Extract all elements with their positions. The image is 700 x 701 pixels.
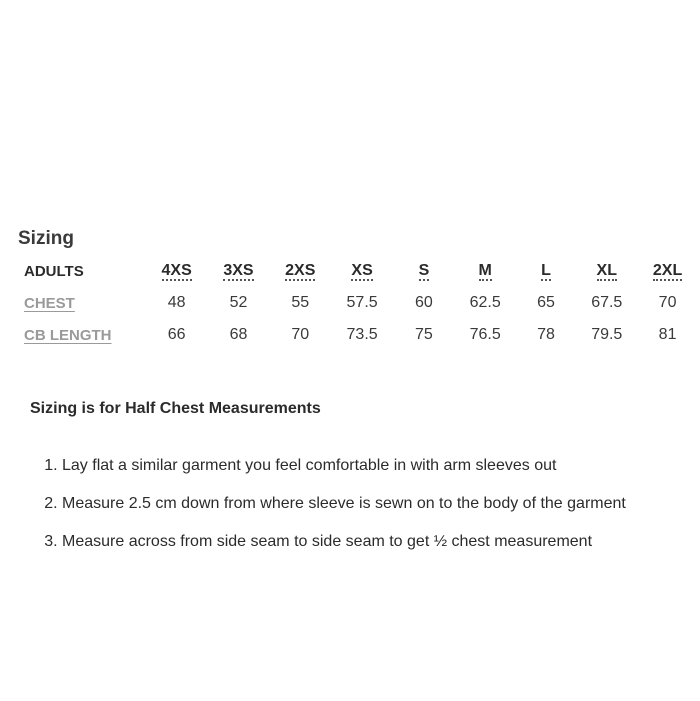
cb-length-row-label: CB LENGTH: [24, 326, 112, 344]
table-cell: 73.5: [346, 326, 378, 343]
size-header-2xs: [269, 255, 331, 287]
table-row-cb-length: [18, 319, 698, 351]
table-cell: 75: [415, 326, 433, 343]
table-cell: 55: [291, 294, 310, 311]
size-header-m: [455, 255, 516, 287]
size-label: 2XS: [285, 262, 316, 279]
table-cell: 62.5: [469, 294, 501, 311]
list-item: 1. Lay flat a similar garment you feel comfortable in with arm sleeves out: [62, 448, 626, 486]
chest-row-label: CHEST: [24, 294, 75, 312]
size-label: M: [478, 262, 492, 279]
size-label: L: [541, 262, 551, 279]
size-header-s: [393, 255, 455, 287]
size-header-2xl: [637, 255, 698, 287]
size-header-xs: [331, 255, 393, 287]
table-cell: 57.5: [346, 294, 378, 311]
table-cell: 70: [291, 326, 310, 343]
table-cell: 68: [229, 326, 248, 343]
size-header-4xs: [146, 255, 208, 287]
table-cell: 70: [658, 294, 677, 311]
list-item: 2. Measure 2.5 cm down from where sleeve is sewn on to the body of the garment: [62, 486, 626, 524]
section-title: Sizing: [18, 228, 74, 249]
table-cell: 76.5: [469, 326, 501, 343]
size-label: 2XL: [652, 262, 683, 279]
table-cell: 81: [658, 326, 677, 343]
size-header-l: [516, 255, 577, 287]
table-cell: 60: [415, 294, 433, 311]
half-chest-note: Sizing is for Half Chest Measurements: [30, 400, 321, 417]
size-label: 3XS: [223, 262, 254, 279]
size-label: 4XS: [161, 262, 192, 279]
size-header-3xs: [208, 255, 270, 287]
table-cell: 65: [537, 294, 555, 311]
table-cell: 78: [537, 326, 555, 343]
size-header-xl: [576, 255, 637, 287]
table-cell: 79.5: [591, 326, 623, 343]
table-cell: 66: [167, 326, 186, 343]
table-cell: 52: [229, 294, 248, 311]
size-label: XL: [596, 262, 617, 279]
table-cell: 48: [167, 294, 186, 311]
table-row-chest: [18, 287, 698, 319]
size-label: XS: [351, 262, 373, 279]
table-cell: 67.5: [591, 294, 623, 311]
measurement-steps-list: [30, 448, 626, 562]
adults-header: ADULTS: [24, 262, 84, 280]
table-header-row: [18, 255, 698, 287]
list-item: 3. Measure across from side seam to side seam to get ½ chest measurement: [62, 524, 626, 562]
size-chart-table: [18, 255, 698, 351]
size-label: S: [418, 262, 430, 279]
